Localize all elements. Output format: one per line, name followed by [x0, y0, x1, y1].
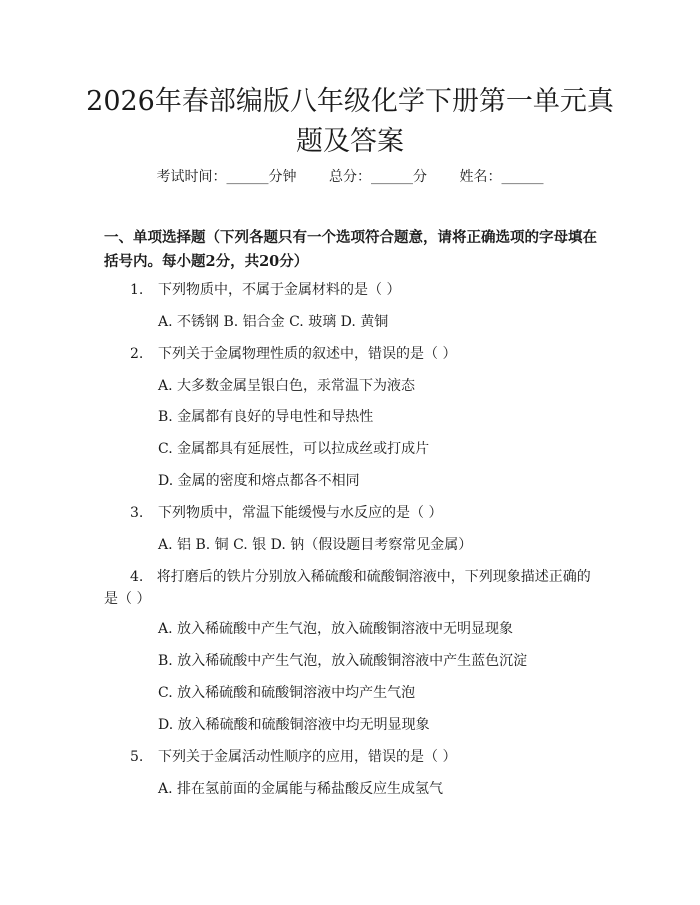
question-3	[130, 502, 442, 524]
question-2-option-a: A. 大多数金属呈银白色，汞常温下为液态	[158, 378, 416, 394]
question-number: 3.	[130, 505, 144, 521]
question-number: 2.	[130, 346, 144, 362]
question-4	[104, 566, 604, 610]
question-stem: 将打磨后的铁片分别放入稀硫酸和硫酸铜溶液中，下列现象描述正确的是（ ）	[104, 569, 591, 607]
question-4-option-b: B. 放入稀硫酸中产生气泡，放入硫酸铜溶液中产生蓝色沉淀	[158, 653, 528, 669]
question-stem: 下列物质中，不属于金属材料的是（ ）	[158, 282, 401, 298]
question-4-option-d: D. 放入稀硫酸和硫酸铜溶液中均无明显现象	[158, 717, 430, 733]
question-number: 4.	[130, 569, 144, 585]
exam-info-line	[0, 166, 700, 188]
question-1-options: A. 不锈钢 B. 铝合金 C. 玻璃 D. 黄铜	[158, 314, 389, 330]
exam-time-field: 考试时间：______分钟	[156, 169, 297, 185]
question-4-option-a: A. 放入稀硫酸中产生气泡，放入硫酸铜溶液中无明显现象	[158, 621, 514, 637]
question-4-option-c: C. 放入稀硫酸和硫酸铜溶液中均产生气泡	[158, 685, 416, 701]
question-2	[130, 343, 456, 365]
question-2-option-c: C. 金属都具有延展性，可以拉成丝或打成片	[158, 441, 430, 457]
section-header: 一、单项选择题（下列各题只有一个选项符合题意，请将正确选项的字母填在括号内。每小题2分，共20分）	[104, 229, 597, 270]
question-3-options: A. 铝 B. 铜 C. 银 D. 钠（假设题目考察常见金属）	[158, 537, 473, 553]
question-2-option-b: B. 金属都有良好的导电性和导热性	[158, 409, 374, 425]
student-name-field: 姓名：______	[459, 169, 544, 185]
question-1	[130, 279, 400, 301]
question-2-option-d: D. 金属的密度和熔点都各不相同	[158, 473, 360, 489]
question-5	[130, 746, 456, 768]
question-number: 5.	[130, 749, 144, 765]
question-stem: 下列关于金属物理性质的叙述中，错误的是（ ）	[158, 346, 457, 362]
question-stem: 下列关于金属活动性顺序的应用，错误的是（ ）	[158, 749, 457, 765]
total-score-field: 总分：______分	[329, 169, 427, 185]
question-number: 1.	[130, 282, 144, 298]
question-5-option-a: A. 排在氢前面的金属能与稀盐酸反应生成氢气	[158, 781, 444, 797]
question-stem: 下列物质中，常温下能缓慢与水反应的是（ ）	[158, 505, 443, 521]
page-title: 2026年春部编版八年级化学下册第一单元真题及答案	[86, 86, 614, 157]
